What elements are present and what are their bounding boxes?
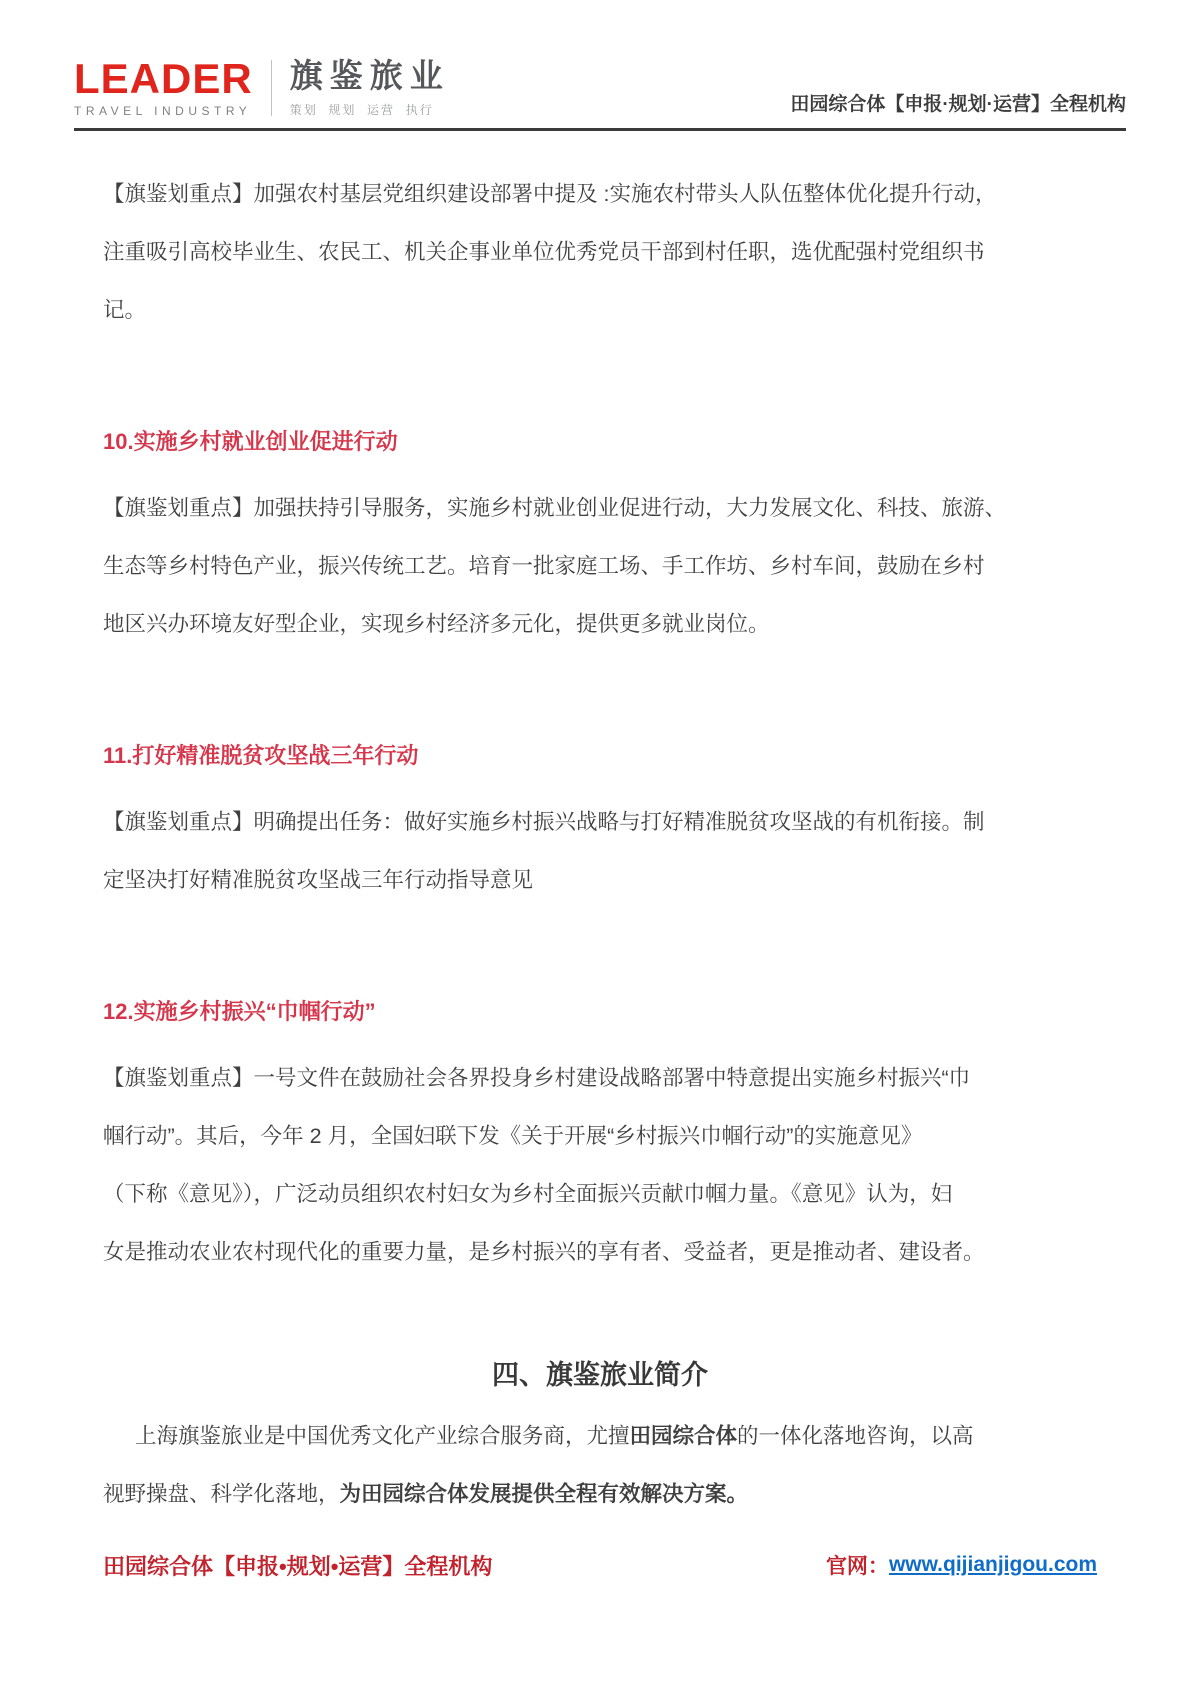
header-tagline: 田园综合体【申报·规划·运营】全程机构: [790, 94, 1126, 115]
text-line: 定坚决打好精准脱贫攻坚战三年行动指导意见: [103, 867, 534, 892]
section-10: [103, 427, 1097, 651]
text-line: 记。: [103, 297, 147, 322]
company-cn-tagline: 策划 规划 运营 执行: [289, 103, 434, 117]
section-10-paragraph: [103, 477, 1097, 651]
logo-en-block: [74, 54, 253, 118]
text-line: 帼行动”。其后，今年 2 月，全国妇联下发《关于开展“乡村振兴巾帼行动”的实施意见》: [103, 1123, 923, 1148]
footer-website: [826, 1550, 1097, 1580]
brand-subtitle: TRAVEL INDUSTRY: [74, 103, 252, 118]
logo-divider: [271, 60, 272, 116]
about-heading: 四、旗鉴旅业简介: [492, 1360, 708, 1390]
section-12-heading: 12.实施乡村振兴“巾帼行动”: [103, 999, 376, 1024]
section-10-heading: 10.实施乡村就业创业促进行动: [103, 429, 398, 454]
text-line: 【旗鉴划重点】加强扶持引导服务，实施乡村就业创业促进行动，大力发展文化、科技、旅游、: [103, 495, 1007, 520]
section-11: [103, 741, 1097, 907]
text-line: [103, 1463, 1097, 1521]
text-line: 生态等乡村特色产业，振兴传统工艺。培育一批家庭工场、手工作坊、乡村车间，鼓励在乡村: [103, 553, 985, 578]
footer-slogan: 田园综合体【申报•规划•运营】全程机构: [103, 1553, 493, 1579]
section-11-heading: 11.打好精准脱贫攻坚战三年行动: [103, 743, 419, 768]
text-line: （下称《意见》），广泛动员组织农村妇女为乡村全面振兴贡献巾帼力量。《意见》认为，妇: [103, 1181, 953, 1206]
company-logo: [74, 54, 450, 118]
page-footer: [0, 1549, 1200, 1581]
text-line: 女是推动农业农村现代化的重要力量，是乡村振兴的享有者、受益者，更是推动者、建设者。: [103, 1239, 985, 1264]
section-12-paragraph: [103, 1047, 1097, 1279]
text-line: 注重吸引高校毕业生、农民工、机关企事业单位优秀党员干部到村任职，选优配强村党组织书: [103, 239, 985, 264]
section-11-paragraph: [103, 791, 1097, 907]
intro-paragraph: [103, 163, 1097, 337]
website-link[interactable]: www.qijianjigou.com: [888, 1553, 1097, 1576]
page-header: [74, 0, 1126, 131]
text-line: 地区兴办环境友好型企业，实现乡村经济多元化，提供更多就业岗位。: [103, 611, 770, 636]
website-label: 官网：: [825, 1555, 889, 1578]
company-cn-name: 旗鉴旅业: [289, 57, 450, 94]
about-line1-pre: 上海旗鉴旅业是中国优秀文化产业综合服务商，尤擅: [135, 1423, 630, 1448]
about-section: [103, 1357, 1097, 1521]
document-body: [0, 163, 1200, 1521]
about-paragraph: [103, 1405, 1097, 1521]
about-line1-bold: 田园综合体: [629, 1423, 738, 1448]
about-line1-post: 的一体化落地咨询，以高: [737, 1423, 974, 1448]
text-line: [103, 1405, 1097, 1463]
logo-cn-block: [290, 58, 450, 118]
section-12: [103, 997, 1097, 1279]
text-line: 【旗鉴划重点】加强农村基层党组织建设部署中提及 :实施农村带头人队伍整体优化提升行动，: [103, 181, 997, 206]
brand-wordmark: LEADER: [74, 54, 253, 102]
text-line: 【旗鉴划重点】明确提出任务：做好实施乡村振兴战略与打好精准脱贫攻坚战的有机衔接。制: [103, 809, 985, 834]
text-line: 【旗鉴划重点】一号文件在鼓励社会各界投身乡村建设战略部署中特意提出实施乡村振兴“巾: [103, 1065, 971, 1090]
about-line2-pre: 视野操盘、科学化落地，: [103, 1481, 340, 1506]
about-line2-bold: 为田园综合体发展提供全程有效解决方案。: [339, 1481, 749, 1506]
